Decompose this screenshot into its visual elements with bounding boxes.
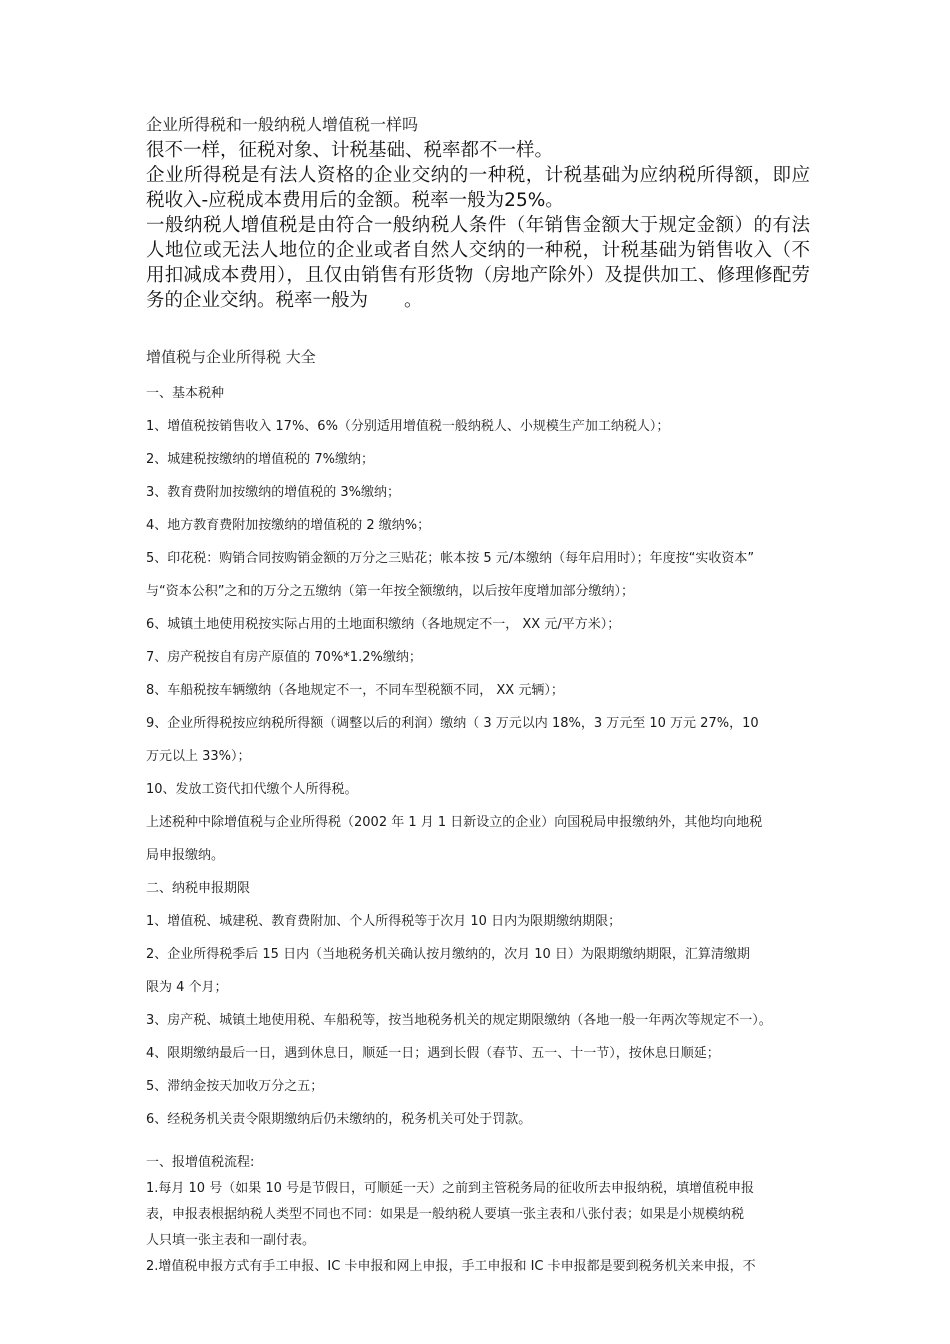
section-title: 增值税与企业所得税 大全 [146,348,316,366]
cit-description: 企业所得税是有法人资格的企业交纳的一种税，计税基础为应纳税所得额，即应税收入-应税成本费用后的金额。税率一般为25%。 [146,165,810,211]
period-heading: 二、纳税申报期限 [146,881,251,896]
flow-heading: 一、报增值税流程: [146,1155,255,1170]
period-item: 限为 4 个月； [146,980,228,995]
intro-answer: 很不一样，征税对象、计税基础、税率都不一样。 [146,140,554,161]
basic-item: 上述税种中除增值税与企业所得税（2002 年 1 月 1 日新设立的企业）向国税局申报缴纳外，其他均向地税 [146,815,763,830]
basic-item: 局申报缴纳。 [146,848,225,863]
basic-item: 4、地方教育费附加按缴纳的增值税的 2 缴纳%； [146,518,431,533]
vat-description [146,213,810,313]
intro-question: 企业所得税和一般纳税人增值税一样吗 [146,115,419,134]
basic-item: 3、教育费附加按缴纳的增值税的 3%缴纳； [146,485,401,500]
basic-item: 万元以上 33%）； [146,749,251,764]
basic-item: 与“资本公积”之和的万分之五缴纳（第一年按全额缴纳，以后按年度增加部分缴纳）； [146,584,634,599]
basic-item: 9、企业所得税按应纳税所得额（调整以后的利润）缴纳（ 3 万元以内 18%，3 万元至 10 万元 27%，10 [146,716,759,731]
vat-description-end: 。 [404,290,423,311]
document-page [146,112,810,1280]
period-item: 3、房产税、城镇土地使用税、车船税等，按当地税务机关的规定期限缴纳（各地一般一年两次等规定不一）。 [146,1013,772,1028]
flow-item: 表，申报表根据纳税人类型不同也不同：如果是一般纳税人要填一张主表和八张付表；如果是小规模纳税 [146,1207,745,1222]
period-item: 1、增值税、城建税、教育费附加、个人所得税等于次月 10 日内为限期缴纳期限； [146,914,622,929]
flow-item: 2.增值税申报方式有手工申报、IC 卡申报和网上申报，手工申报和 IC 卡申报都是要到税务机关来申报，不 [146,1259,756,1274]
period-item: 6、经税务机关责令限期缴纳后仍未缴纳的，税务机关可处于罚款。 [146,1112,532,1127]
vat-description-main: 一般纳税人增值税是由符合一般纳税人条件（年销售金额大于规定金额）的有法人地位或无法人地位的企业或者自然人交纳的一种税，计税基础为销售收入（不用扣减成本费用），且仅由销售有形货物（房地产除外）及提供加工、修理修配劳务的企业交纳。税率一般为 [146,215,810,311]
basic-item: 8、车船税按车辆缴纳（各地规定不一，不同车型税额不同， XX 元辆）； [146,683,564,698]
period-item: 2、企业所得税季后 15 日内（当地税务机关确认按月缴纳的，次月 10 日）为限期缴纳期限，汇算清缴期 [146,947,750,962]
period-item: 5、滞纳金按天加收万分之五； [146,1079,324,1094]
period-item: 4、限期缴纳最后一日，遇到休息日，顺延一日；遇到长假（春节、五一、十一节），按休息日顺延； [146,1046,720,1061]
basic-item: 1、增值税按销售收入 17%、6%（分别适用增值税一般纳税人、小规模生产加工纳税人）； [146,419,670,434]
basic-item: 7、房产税按自有房产原值的 70%*1.2%缴纳； [146,650,422,665]
flow-item: 1.每月 10 号（如果 10 号是节假日，可顺延一天）之前到主管税务局的征收所去申报纳税，填增值税申报 [146,1181,755,1196]
basic-item: 5、印花税：购销合同按购销金额的万分之三贴花；帐本按 5 元/本缴纳（每年启用时）；年度按“实收资本” [146,551,755,566]
basic-item: 6、城镇土地使用税按实际占用的土地面积缴纳（各地规定不一， XX 元/平方米）； [146,617,621,632]
basic-item: 2、城建税按缴纳的增值税的 7%缴纳； [146,452,375,467]
flow-item: 人只填一张主表和一副付表。 [146,1233,316,1248]
basic-heading: 一、基本税种 [146,386,225,401]
basic-item: 10、发放工资代扣代缴个人所得税。 [146,782,358,797]
